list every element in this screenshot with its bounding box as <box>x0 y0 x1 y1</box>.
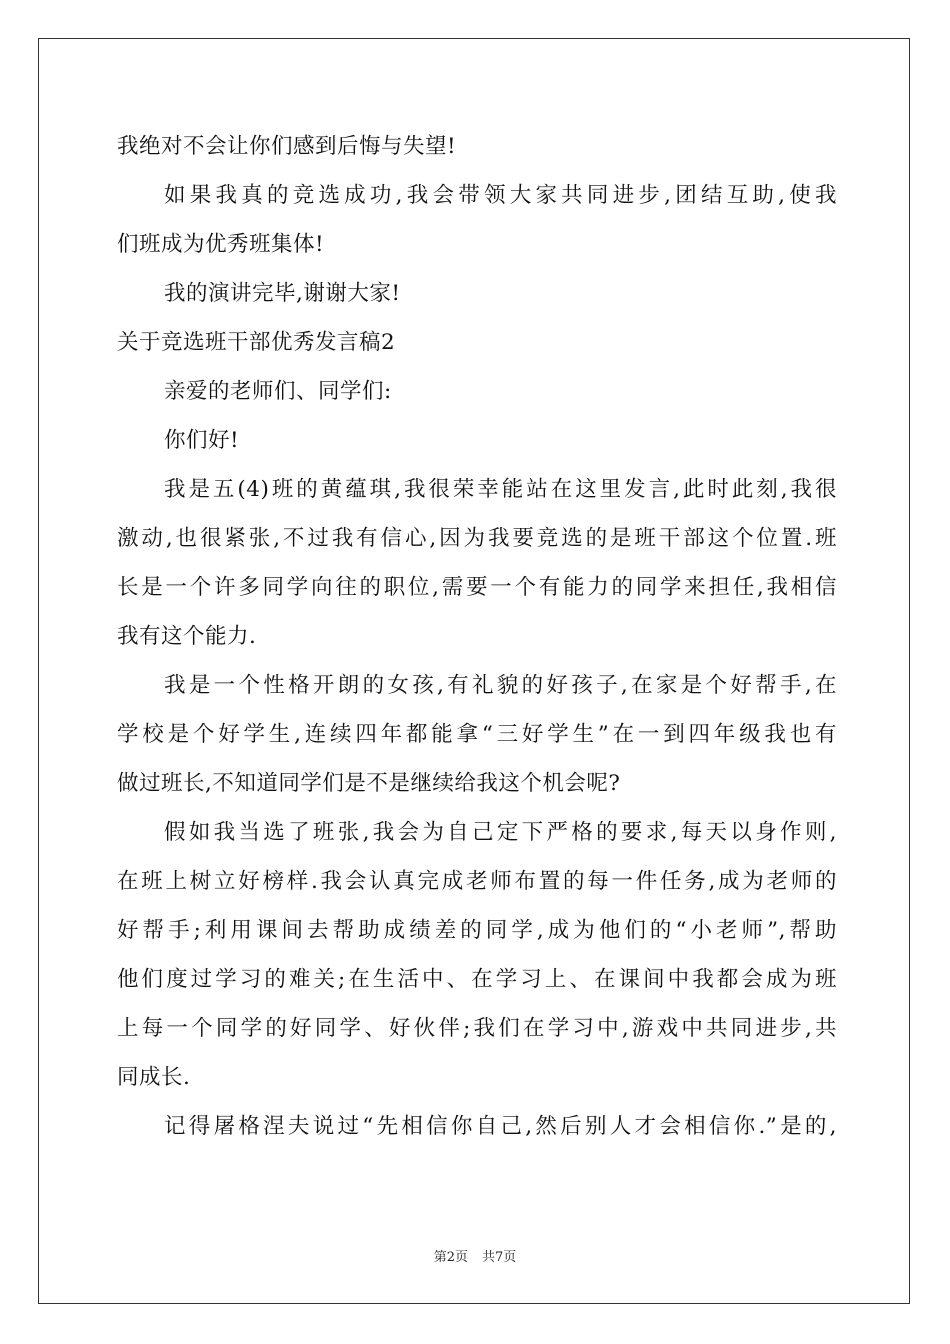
text-line: 做过班长,不知道同学们是不是继续给我这个机会呢? <box>117 771 621 796</box>
text-line: 同成长. <box>117 1065 191 1090</box>
text-line: 我绝对不会让你们感到后悔与失望! <box>117 134 457 159</box>
page-total: 共7页 <box>482 1250 517 1265</box>
text-line: 如果我真的竞选成功,我会带领大家共同进步,团结互助,使我 <box>164 183 837 208</box>
text-line: 记得屠格涅夫说过“先相信你自己,然后别人才会相信你.”是的, <box>164 1114 837 1139</box>
text-line: 我有这个能力. <box>117 624 257 649</box>
document-body <box>117 122 837 1151</box>
page-number: 第2页 <box>433 1250 468 1265</box>
text-line: 学校是个好学生,连续四年都能拿“三好学生”在一到四年级我也有 <box>117 722 837 747</box>
text-line: 我是一个性格开朗的女孩,有礼貌的好孩子,在家是个好帮手,在 <box>164 673 837 698</box>
text-line: 激动,也很紧张,不过我有信心,因为我要竞选的是班干部这个位置.班 <box>117 526 837 551</box>
text-line: 上每一个同学的好同学、好伙伴;我们在学习中,游戏中共同进步,共 <box>117 1016 837 1041</box>
text-line: 好帮手;利用课间去帮助成绩差的同学,成为他们的“小老师”,帮助 <box>117 918 837 943</box>
text-line: 亲爱的老师们、同学们: <box>164 379 392 404</box>
text-line: 我是五(4)班的黄蕴琪,我很荣幸能站在这里发言,此时此刻,我很 <box>164 477 837 502</box>
page-footer <box>0 1246 950 1265</box>
section-heading: 关于竞选班干部优秀发言稿2 <box>117 330 396 355</box>
text-line: 我的演讲完毕,谢谢大家! <box>164 281 401 306</box>
text-line: 们班成为优秀班集体! <box>117 232 325 257</box>
text-line: 在班上树立好榜样.我会认真完成老师布置的每一件任务,成为老师的 <box>117 869 837 894</box>
text-line: 你们好! <box>164 428 240 453</box>
text-line: 长是一个许多同学向往的职位,需要一个有能力的同学来担任,我相信 <box>117 575 837 600</box>
text-line: 假如我当选了班张,我会为自己定下严格的要求,每天以身作则, <box>164 820 837 845</box>
text-line: 他们度过学习的难关;在生活中、在学习上、在课间中我都会成为班 <box>117 967 837 992</box>
